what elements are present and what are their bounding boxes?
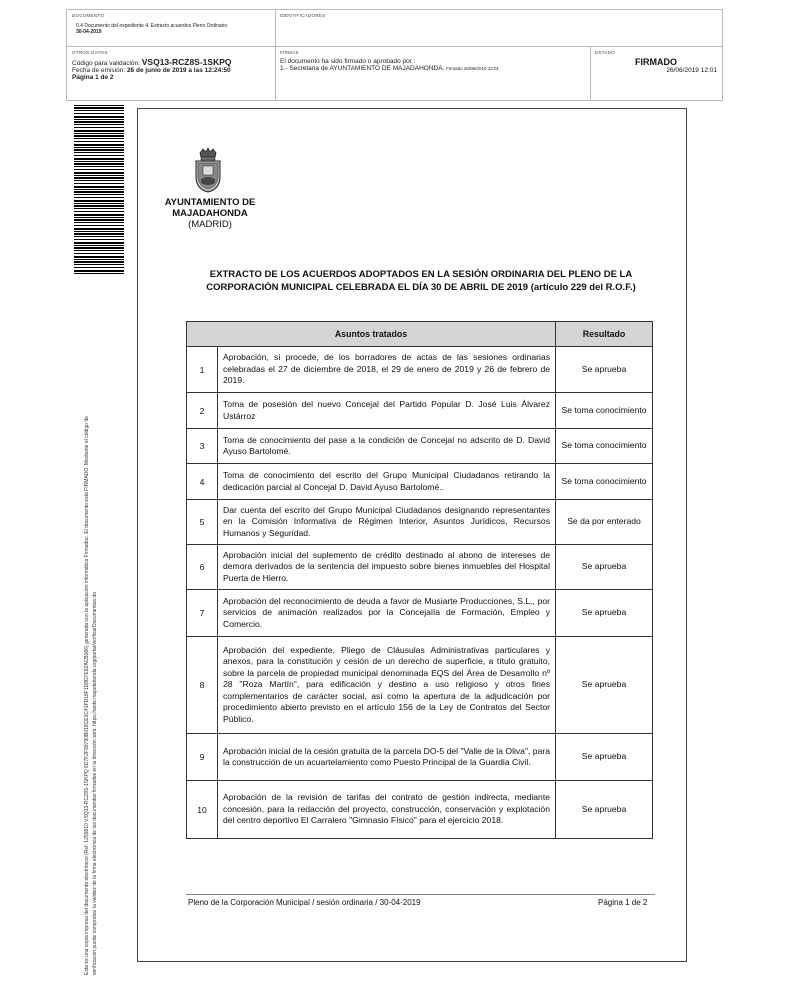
- item-number: 7: [187, 590, 218, 637]
- item-number: 4: [187, 464, 218, 500]
- page-count: Página 1 de 2: [72, 74, 114, 81]
- item-text: Toma de conocimiento del pase a la condición de Concejal no adscrito de D. David Ayuso Bartolomé.: [218, 429, 556, 464]
- col-asuntos-header: Asuntos tratados: [187, 322, 556, 347]
- fecha-label: Fecha de emisión:: [72, 67, 126, 74]
- firmante: 1.- Secretaria de AYUNTAMIENTO DE MAJADAHONDA.: [280, 65, 445, 72]
- footer-left: Pleno de la Corporación Municipal / sesión ordinaria / 30-04-2019: [188, 898, 421, 907]
- item-result: Se toma conocimiento: [556, 393, 653, 429]
- item-number: 10: [187, 781, 218, 839]
- item-result: Se aprueba: [556, 637, 653, 734]
- item-number: 3: [187, 429, 218, 464]
- documento-label: DOCUMENTO: [72, 13, 105, 18]
- table-row: [187, 781, 653, 839]
- table-header-row: [187, 322, 653, 347]
- item-text: Aprobación de la revisión de tarifas del contrato de gestión indirecta, mediante concesión, para la redacción del proyecto, construcción, conservación y explotación del centro deportivo El Carralero "Gimnasio Físico" para el ejercicio 2018.: [218, 781, 556, 839]
- document-header: [66, 9, 723, 101]
- side-verification-text-2: verificación puede comprobar la validez de la firma electrónica de los documentos firmados en la dirección web: https://sede.majadahonda.org/portal/verificarDocumentos.do: [92, 592, 98, 975]
- codigo-value: VSQ13-RCZ8S-1SKPQ: [141, 57, 232, 67]
- item-result: Se toma conocimiento: [556, 429, 653, 464]
- title-line-2: CORPORACIÓN MUNICIPAL CELEBRADA EL DÍA 30 DE ABRIL DE 2019 (artículo 229 del R.O.F.): [206, 282, 636, 293]
- table-row: [187, 637, 653, 734]
- firmante-date: Firmado 26/06/2019 12:01: [446, 66, 499, 71]
- agenda-table: [186, 321, 653, 839]
- table-row: [187, 393, 653, 429]
- item-result: Se aprueba: [556, 781, 653, 839]
- item-number: 6: [187, 545, 218, 590]
- item-result: Se aprueba: [556, 347, 653, 393]
- footer-page-number: Página 1 de 2: [598, 898, 648, 907]
- col-resultado-header: Resultado: [556, 322, 653, 347]
- item-result: Se da por enterado: [556, 500, 653, 545]
- table-row: [187, 545, 653, 590]
- item-number: 9: [187, 734, 218, 781]
- table-row: [187, 429, 653, 464]
- document-title: [186, 268, 656, 294]
- org-line-2: MAJADAHONDA: [172, 208, 248, 219]
- item-result: Se toma conocimiento: [556, 464, 653, 500]
- estado-value: FIRMADO: [635, 57, 677, 67]
- item-number: 1: [187, 347, 218, 393]
- item-text: Aprobación del expediente, Pliego de Cláusulas Administrativas particulares y anexos, para la constitución y cesión de un derecho de superficie, a título gratuito, sobre la parcela de propiedad municipal denominada EQS del Área de Desarrollo nº 28 "Roza Martín", para edificación y destino a uso religioso y otros fines complementarios de carácter social, así como la apertura de la adjudicación por procedimiento abierto previsto en el artículo 156 de la Ley de Contratos del Sector Público.: [218, 637, 556, 734]
- item-text: Toma de posesión del nuevo Concejal del Partido Popular D. José Luis Álvarez Ustárroz: [218, 393, 556, 429]
- item-number: 8: [187, 637, 218, 734]
- table-row: [187, 347, 653, 393]
- identificadores-label: IDENTIFICADORES: [280, 13, 326, 18]
- item-text: Aprobación inicial de la cesión gratuita de la parcela DO-5 del "Valle de la Oliva", para la construcción de un acuartelamiento como Puesto Principal de la Guardia Civil.: [218, 734, 556, 781]
- firmas-text: El documento ha sido firmado o aprobado por :: [280, 58, 416, 65]
- item-text: Aprobación inicial del suplemento de crédito destinado al abono de intereses de demora derivados de la sentencia del impuesto sobre bienes inmuebles del Hospital Puerta de Hierro.: [218, 545, 556, 590]
- item-number: 2: [187, 393, 218, 429]
- documento-date: 30-04-2019: [76, 29, 102, 35]
- item-result: Se aprueba: [556, 590, 653, 637]
- item-result: Se aprueba: [556, 545, 653, 590]
- item-text: Aprobación, si procede, de los borradores de actas de las sesiones ordinarias celebradas el 27 de diciembre de 2018, el 29 de enero de 2019 y 26 de febrero de 2019.: [218, 347, 556, 393]
- table-row: [187, 734, 653, 781]
- coat-of-arms-icon: [191, 147, 225, 193]
- firmas-label: FIRMAS: [280, 50, 299, 55]
- fecha-value: 26 de junio de 2019 a las 12:24:50: [126, 67, 231, 74]
- org-line-3: (MADRID): [188, 219, 232, 230]
- side-verification-text-1: Esta es una copia impresa del documento electrónico (Ref: 1255810 VSQ13-RCZ8S-1SKPQ 6D7F2F99790B018CE3C41FD18F1D8D7E92ACB086) generada con la aplicación informática Firmadoc. El documento está FIRMADO. Mediante el código de: [84, 416, 90, 975]
- organization-name: [150, 197, 270, 230]
- item-result: Se aprueba: [556, 734, 653, 781]
- org-line-1: AYUNTAMIENTO DE: [164, 197, 256, 208]
- estado-date: 26/06/2019 12:01: [666, 67, 717, 74]
- item-text: Aprobación del reconocimiento de deuda a favor de Musiarte Producciones, S.L., por servicios de animación realizados por la Concejalía de Formación, Empleo y Comercio.: [218, 590, 556, 637]
- table-row: [187, 500, 653, 545]
- estado-label: ESTADO: [595, 50, 615, 55]
- barcode-icon: [74, 105, 124, 275]
- codigo-label: Código para validación:: [72, 60, 140, 67]
- item-text: Toma de conocimiento del escrito del Grupo Municipal Ciudadanos retirando la dedicación parcial al Concejal D. David Ayuso Bartolomé..: [218, 464, 556, 500]
- table-row: [187, 464, 653, 500]
- item-number: 5: [187, 500, 218, 545]
- item-text: Dar cuenta del escrito del Grupo Municipal Ciudadanos designando representantes en la Comisión Informativa de Régimen Interior, Asuntos Jurídicos, Recursos Humanos y Seguridad.: [218, 500, 556, 545]
- table-row: [187, 590, 653, 637]
- title-line-1: EXTRACTO DE LOS ACUERDOS ADOPTADOS EN LA SESIÓN ORDINARIA DEL PLENO DE LA: [209, 269, 633, 280]
- documento-value: 0.4 Documento del expediente 4. Extracto acuerdos Pleno Ordinario: [76, 23, 228, 29]
- otros-datos-label: OTROS DATOS: [72, 50, 108, 55]
- footer-divider: [186, 894, 655, 895]
